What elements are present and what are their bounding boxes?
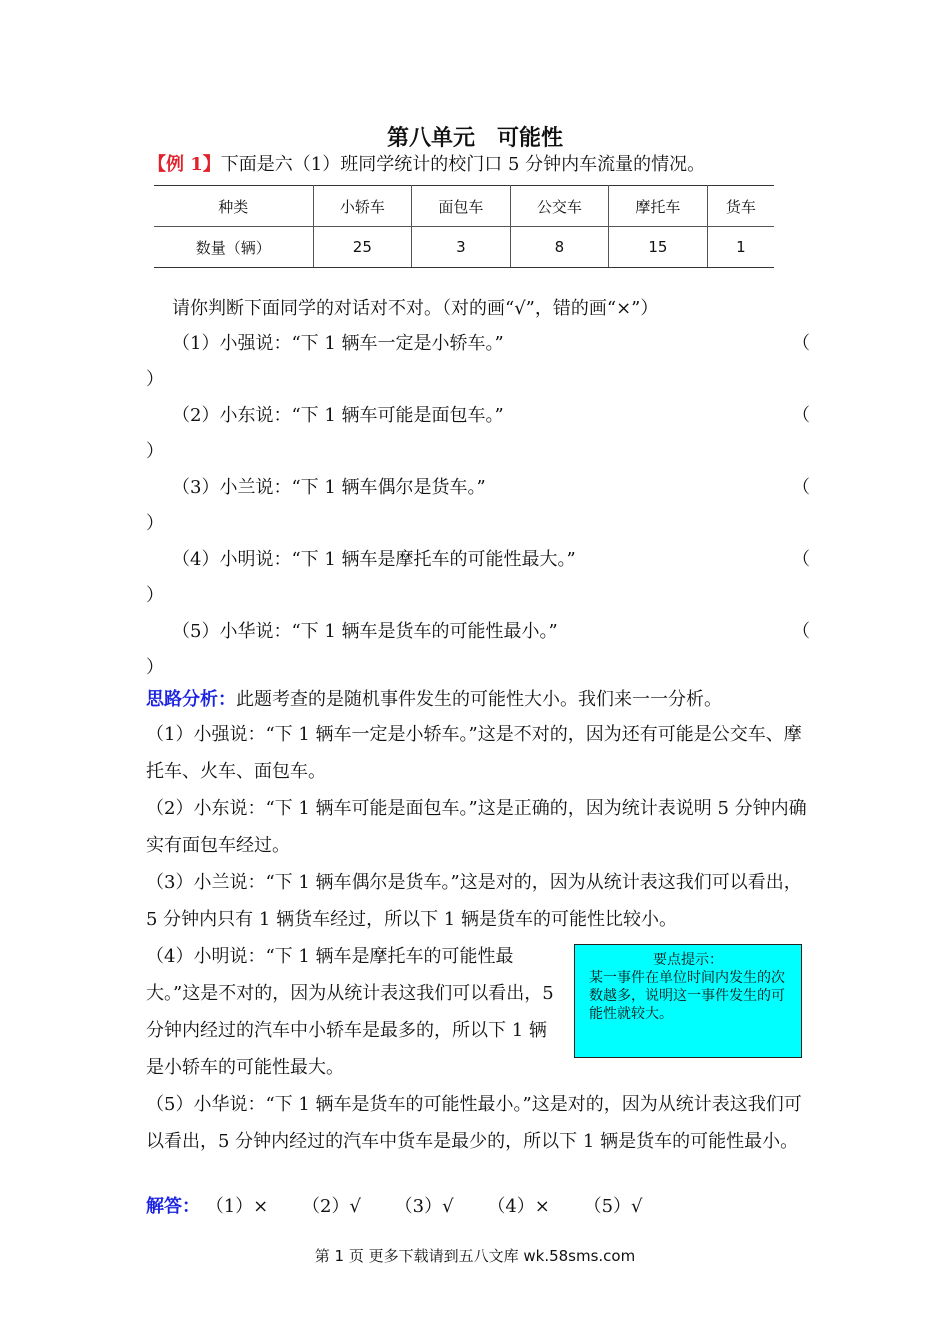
page-title (0, 121, 950, 152)
analysis-intro: 此题考查的是随机事件发生的可能性大小。我们来一一分析。 (236, 689, 722, 710)
example-label: 【例 1】 (148, 154, 221, 175)
table-cell: 3 (412, 227, 511, 268)
instruction: 请你判断下面同学的对话对不对。（对的画“√”，错的画“×”） (172, 298, 659, 319)
traffic-table (154, 185, 774, 268)
table-cell: 数量（辆） (154, 227, 313, 268)
answer-item: （4）× (487, 1196, 550, 1217)
table-header-cell: 面包车 (412, 186, 511, 227)
question-4: （4）小明说：“下 1 辆车是摩托车的可能性最大。” (172, 549, 576, 570)
question-1: （1）小强说：“下 1 辆车一定是小轿车。” (172, 333, 504, 354)
answer-paren-open: （ (792, 477, 810, 498)
answer-item: （3）√ (394, 1196, 454, 1217)
title-topic: 可能性 (497, 125, 564, 151)
title-unit: 第八单元 (386, 125, 475, 151)
table-row (154, 227, 774, 268)
table-cell: 8 (510, 227, 609, 268)
question-2: （2）小东说：“下 1 辆车可能是面包车。” (172, 405, 504, 426)
analysis-item-3: （3）小兰说：“下 1 辆车偶尔是货车。”这是对的，因为从统计表这我们可以看出，5 分钟内只有 1 辆货车经过，所以下 1 辆是货车的可能性比较小。 (146, 872, 802, 930)
answer-item: （2）√ (302, 1196, 361, 1217)
example-text: 下面是六（1）班同学统计的校门口 5 分钟内车流量的情况。 (220, 154, 706, 175)
table-cell: 1 (707, 227, 774, 268)
answer-paren-close: ） (146, 585, 164, 606)
analysis-label: 思路分析： (146, 689, 236, 710)
answer-paren-close: ） (146, 657, 164, 678)
key-point-title: 要点提示： (653, 952, 723, 968)
table-header-cell: 摩托车 (609, 186, 708, 227)
table-header-row (154, 186, 774, 227)
key-point-box (574, 944, 802, 1058)
answer-paren-close: ） (146, 513, 164, 534)
analysis-heading (146, 681, 812, 718)
table-cell: 15 (609, 227, 708, 268)
analysis-item-1: （1）小强说：“下 1 辆车一定是小轿车。”这是不对的，因为还有可能是公交车、摩托车、火车、面包车。 (146, 724, 802, 782)
answer-paren-close: ） (146, 369, 164, 390)
page-footer: 第 1 页 更多下载请到五八文库 wk.58sms.com (314, 1247, 636, 1265)
table-header-cell: 种类 (154, 186, 313, 227)
answer-paren-close: ） (146, 441, 164, 462)
answer-label: 解答： (146, 1196, 200, 1217)
answer-item: （1）× (205, 1196, 269, 1217)
answer-item: （5）√ (583, 1196, 643, 1217)
key-point-text: 某一事件在单位时间内发生的次数越多，说明这一事件发生的可能性就较大。 (589, 970, 785, 1022)
analysis-item-2: （2）小东说：“下 1 辆车可能是面包车。”这是正确的，因为统计表说明 5 分钟内确实有面包车经过。 (146, 798, 807, 856)
answer-paren-open: （ (792, 621, 810, 642)
question-3: （3）小兰说：“下 1 辆车偶尔是货车。” (172, 477, 486, 498)
table-cell: 25 (313, 227, 412, 268)
analysis-item-5: （5）小华说：“下 1 辆车是货车的可能性最小。”这是对的，因为从统计表这我们可以看出，5 分钟内经过的汽车中货车是最少的，所以下 1 辆是货车的可能性最小。 (146, 1094, 802, 1152)
example-intro (148, 150, 705, 176)
answer-line (146, 1192, 643, 1218)
table-header-cell: 公交车 (510, 186, 609, 227)
answer-paren-open: （ (792, 549, 810, 570)
answer-paren-open: （ (792, 333, 810, 354)
question-5: （5）小华说：“下 1 辆车是货车的可能性最小。” (172, 621, 558, 642)
table-header-cell: 小轿车 (313, 186, 412, 227)
analysis-item-4: （4）小明说：“下 1 辆车是摩托车的可能性最大。”这是不对的，因为从统计表这我们可以看出，5 分钟内经过的汽车中小轿车是最多的，所以下 1 辆是小轿车的可能性最大。 (146, 946, 554, 1078)
table-header-cell: 货车 (707, 186, 774, 227)
answer-paren-open: （ (792, 405, 810, 426)
